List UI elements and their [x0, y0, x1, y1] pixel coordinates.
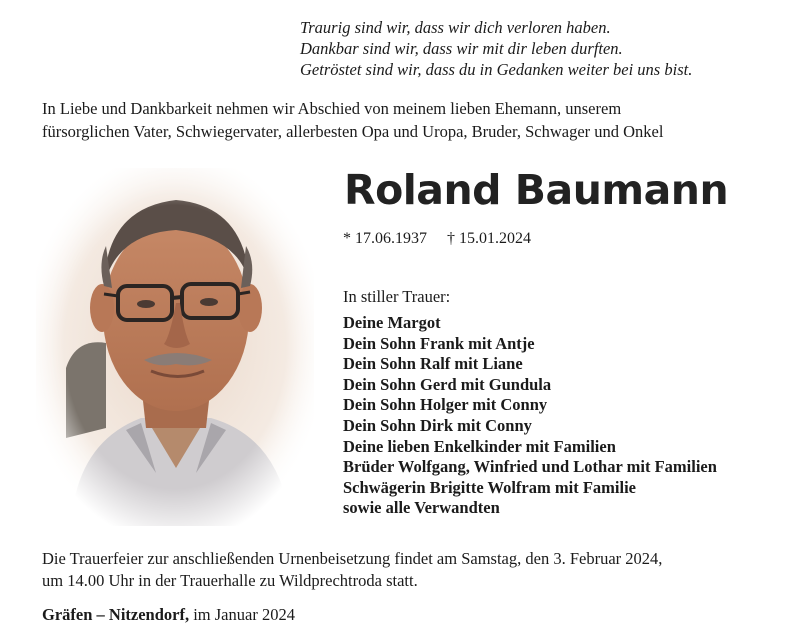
- list-item: Schwägerin Brigitte Wolfram mit Familie: [343, 477, 636, 497]
- farewell-intro: [42, 97, 663, 143]
- list-item: Brüder Wolfgang, Winfried und Lothar mit Familien: [343, 457, 717, 477]
- poem-line: Getröstet sind wir, dass du in Gedanken weiter bei uns bist.: [300, 60, 693, 79]
- life-dates: [343, 230, 531, 248]
- poem-line: Dankbar sind wir, dass wir mit dir leben durften.: [300, 39, 623, 58]
- portrait-photo: [36, 168, 314, 526]
- footer-date: im Januar 2024: [193, 605, 295, 624]
- footer-places: Gräfen – Nitzendorf,: [42, 605, 190, 624]
- intro-line: In Liebe und Dankbarkeit nehmen wir Abschied von meinem lieben Ehemann, unserem: [42, 99, 622, 118]
- birth-date: * 17.06.1937: [343, 230, 427, 247]
- list-item: Dein Sohn Frank mit Antje: [343, 333, 535, 353]
- list-item: Dein Sohn Dirk mit Conny: [343, 415, 532, 435]
- mourning-intro: In stiller Trauer:: [343, 287, 451, 306]
- list-item: Dein Sohn Holger mit Conny: [343, 395, 548, 415]
- place-date-footer: [42, 605, 295, 625]
- mourners-list: [343, 313, 717, 519]
- intro-line: fürsorglichen Vater, Schwiegervater, allerbesten Opa und Uropa, Bruder, Schwager und Onkel: [42, 122, 664, 141]
- funeral-line: Die Trauerfeier zur anschließenden Urnenbeisetzung findet am Samstag, den 3. Februar 2024,: [42, 549, 663, 568]
- deceased-name: Roland Baumann: [344, 166, 729, 214]
- funeral-line: um 14.00 Uhr in der Trauerhalle zu Wildprechtroda statt.: [42, 571, 418, 590]
- list-item: Deine Margot: [343, 313, 441, 332]
- poem-line: Traurig sind wir, dass wir dich verloren haben.: [300, 18, 611, 37]
- list-item: sowie alle Verwandten: [343, 498, 500, 518]
- death-date: † 15.01.2024: [447, 230, 531, 247]
- list-item: Dein Sohn Gerd mit Gundula: [343, 374, 552, 394]
- list-item: Dein Sohn Ralf mit Liane: [343, 354, 523, 374]
- poem-verse: [300, 17, 692, 80]
- list-item: Deine lieben Enkelkinder mit Familien: [343, 436, 616, 456]
- funeral-notice: [42, 548, 662, 592]
